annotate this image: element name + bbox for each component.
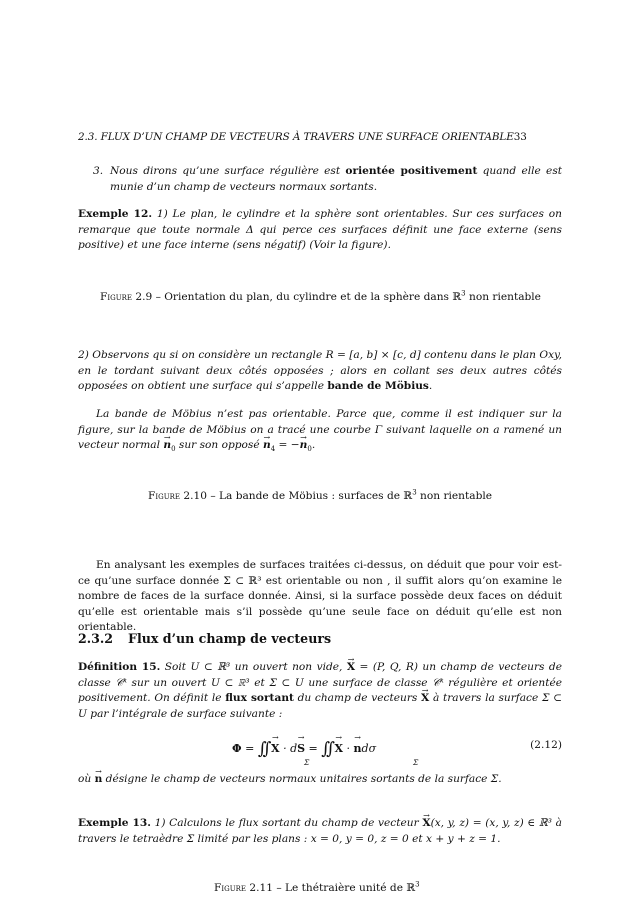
- list-item-3: [93, 164, 562, 195]
- figure-2-9-text: – Orientation du plan, du cylindre et de la sphère dans ℝ: [152, 291, 462, 303]
- integral-2-domain: Σ: [413, 758, 419, 767]
- figure-2-9-sup: 3: [461, 289, 466, 298]
- page-number: 33: [513, 131, 527, 143]
- vector-n0-opposite: → n: [300, 439, 308, 451]
- paragraph-mobius-nonorientable: [78, 407, 562, 458]
- paragraph-3-text-a: La bande de Möbius n’est pas orientable. Parce que, comme il est indiquer sur la figure, sur la bande de Möbius on a tracé une courbe Γ suivant laquelle on a ramené un vecteur normal: [78, 408, 562, 451]
- double-integral-1: ∫∫: [257, 739, 268, 759]
- equation-dot-2: ·: [343, 742, 354, 755]
- vector-n0-sub: 0: [171, 445, 176, 454]
- double-integral-2: ∫∫: [321, 739, 331, 759]
- flux-equation: [78, 728, 562, 768]
- figure-2-11-sup: 3: [415, 880, 420, 889]
- vector-n4: → n: [263, 439, 271, 451]
- equation-vector-X: → X: [271, 742, 280, 755]
- paragraph-mobius-construction: [78, 348, 562, 395]
- vector-X-def-2: → X: [421, 692, 429, 704]
- definition-15-text-a: Soit U ⊂ ℝ³ un ouvert non vide,: [164, 661, 343, 673]
- definition-15-label: Définition 15.: [78, 661, 161, 673]
- figure-2-11-label: Figure 2.11: [214, 882, 273, 894]
- paragraph-2-text-a: 2) Observons qu si on considère un rectangle R = [a, b] × [c, d] contenu dans le plan Oxy, en le tordant suivant deux côtés opposées ; alors en collant ses deux autres côtés opposées on obtient une surface qui s’appelle: [78, 349, 562, 392]
- phi-symbol: Φ: [232, 742, 242, 755]
- figure-2-9-label: Figure 2.9: [100, 291, 153, 303]
- definition-15: [78, 660, 562, 722]
- equation-number: (2.12): [530, 739, 562, 751]
- figure-2-11-text: – Le thétraière unité de ℝ: [272, 882, 416, 894]
- equation-vector-n: → n: [354, 742, 362, 755]
- vector-n4-sub: 4: [270, 445, 276, 454]
- where-text-a: où: [78, 773, 92, 785]
- figure-2-10-suffix: non rientable: [416, 490, 493, 502]
- paragraph-4-text: En analysant les exemples de surfaces traitées ci-dessus, on déduit que pour voir est-ce qu’une surface donnée Σ ⊂ ℝ³ est orientable ou non , il suffit alors qu’on examine le nombre de faces de la surface donnée. Ainsi, si la surface possède deux faces on déduit qu’elle est orientable mais s’il possède qu’une seule face on déduit qu’elle est non orientable.: [78, 559, 562, 633]
- running-header: [78, 131, 564, 143]
- example-13-vector-X: → X: [422, 817, 430, 829]
- example-12: [78, 207, 562, 254]
- vector-n0-opposite-sub: 0: [307, 445, 312, 454]
- paragraph-analysis: [78, 558, 562, 636]
- header-title: 2.3. FLUX D’UN CHAMP DE VECTEURS À TRAVERS UNE SURFACE ORIENTABLE: [78, 131, 514, 143]
- list-item-text-a: Nous dirons qu’une surface régulière est: [110, 165, 341, 177]
- definition-15-text-d: à travers la surface Σ ⊂ U par l’intégrale de surface suivante :: [78, 692, 563, 720]
- equation-vector-X-2: → X: [335, 742, 344, 755]
- definition-15-text-b: = (P, Q, R) un champ de vecteurs de classe 𝒞ᵏ sur un ouvert U ⊂ ℝ³ et Σ ⊂ U une surface de classe 𝒞ᵏ régulière et orientée positivement. On définit le: [78, 661, 562, 704]
- definition-15-text-c: du champ de vecteurs: [297, 692, 418, 704]
- paragraph-3-text-b: sur son opposé: [175, 439, 263, 451]
- vector-n0: → n: [163, 439, 171, 451]
- section-title: Flux d’un champ de vecteurs: [128, 631, 332, 646]
- paragraph-3-text-d: .: [311, 439, 316, 451]
- mobius-term: bande de Möbius: [327, 380, 429, 392]
- figure-2-10-sup: 3: [412, 488, 417, 497]
- equation-equal-2: =: [305, 742, 322, 755]
- flux-sortant-term: flux sortant: [225, 692, 294, 704]
- integral-1-domain: Σ: [304, 758, 310, 767]
- example-13-label: Exemple 13.: [78, 817, 151, 829]
- figure-2-9-suffix: non rientable: [465, 291, 541, 303]
- figure-2-10-label: Figure 2.10: [148, 490, 207, 502]
- figure-2-11-caption: [214, 882, 420, 894]
- list-item-text-b: quand elle est munie d’un champ de vecteurs normaux sortants.: [110, 165, 563, 193]
- equation-dot-d: · d: [279, 742, 298, 755]
- paragraph-2-text-b: .: [428, 380, 433, 392]
- example-13: [78, 816, 562, 847]
- example-13-text-a: 1) Calculons le flux sortant du champ de vecteur: [154, 817, 419, 829]
- figure-2-9-caption: [100, 291, 541, 303]
- figure-2-10-text: – La bande de Möbius : surfaces de ℝ: [206, 490, 413, 502]
- example-12-label: Exemple 12.: [78, 208, 153, 220]
- normal-vector-note: [78, 772, 562, 788]
- where-vector-n: → n: [95, 773, 103, 785]
- example-12-text: 1) Le plan, le cylindre et la sphère sont orientables. Sur ces surfaces on remarque que toute normale Δ qui perce ces surfaces définit une face externe (sens positive) et une face interne (sens négatif) (Voir la figure).: [78, 208, 562, 251]
- equation-equal-1: =: [241, 742, 258, 755]
- list-item-number: 3.: [93, 165, 104, 177]
- equation-vector-S: → S: [297, 742, 305, 755]
- vector-X-def: → X: [347, 661, 355, 673]
- list-item-bold: orientée positivement: [345, 165, 478, 177]
- section-heading: [78, 631, 331, 646]
- section-number: 2.3.2: [78, 631, 114, 646]
- example-13-text-b: (x, y, z) = (x, y, z) ∈ ℝ³ à travers le tetraèdre Σ limité par les plans : x = 0, y = 0, z = 0 et x + y + z = 1.: [78, 817, 562, 845]
- equation-dsigma: dσ: [361, 742, 377, 755]
- where-text-b: désigne le champ de vecteurs normaux unitaires sortants de la surface Σ.: [105, 773, 502, 785]
- figure-2-10-caption: [148, 490, 492, 502]
- paragraph-3-text-c: = −: [275, 439, 300, 451]
